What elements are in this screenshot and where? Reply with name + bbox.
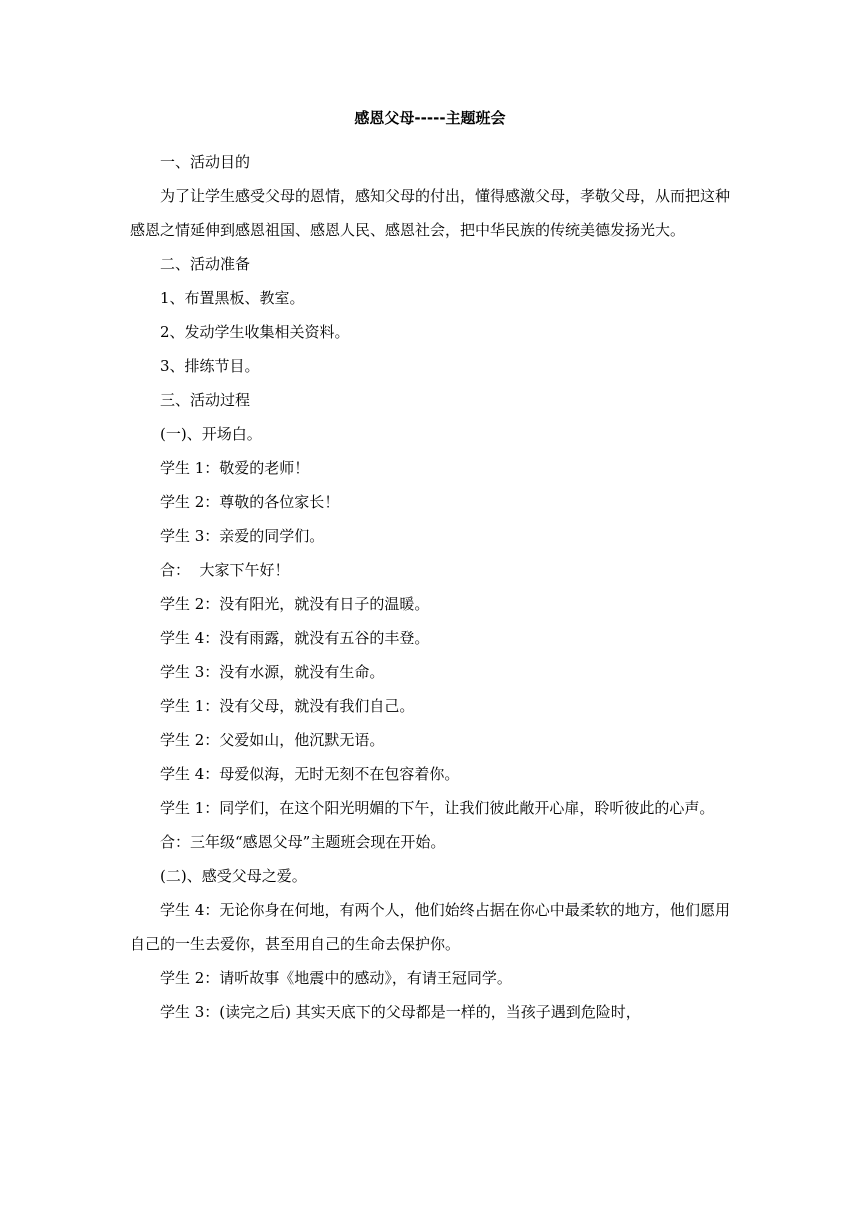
dialogue-line: 学生 2：父爱如山，他沉默无语。 — [160, 731, 385, 749]
dialogue-line: 学生 1：没有父母，就没有我们自己。 — [160, 697, 415, 715]
section-heading-preparation: 二、活动准备 — [160, 255, 251, 273]
document-body — [130, 145, 730, 1029]
dialogue-line: 学生 3：没有水源，就没有生命。 — [160, 663, 385, 681]
dialogue-line: 学生 4：无论你身在何地，有两个人，他们始终占据在你心中最柔软的地方，他们愿用自己的一生去爱你，甚至用自己的生命去保护你。 — [130, 901, 730, 953]
document-title: 感恩父母-----主题班会 — [354, 109, 506, 127]
dialogue-line: 学生 4：没有雨露，就没有五谷的丰登。 — [160, 629, 430, 647]
dialogue-line: 学生 2：没有阳光，就没有日子的温暖。 — [160, 595, 430, 613]
dialogue-line: 学生 3：亲爱的同学们。 — [160, 527, 325, 545]
subsection-heading-opening: (一)、开场白。 — [160, 425, 262, 443]
list-item: 2、发动学生收集相关资料。 — [160, 323, 350, 341]
dialogue-line: 学生 4：母爱似海，无时无刻不在包容着你。 — [160, 765, 460, 783]
subsection-heading-love: (二)、感受父母之爱。 — [160, 867, 307, 885]
dialogue-line: 学生 3：(读完之后) 其实天底下的父母都是一样的，当孩子遇到危险时， — [160, 1003, 641, 1021]
paragraph-purpose: 为了让学生感受父母的恩情，感知父母的付出，懂得感激父母，孝敬父母，从而把这种感恩之情延伸到感恩祖国、感恩人民、感恩社会，把中华民族的传统美德发扬光大。 — [130, 187, 731, 239]
dialogue-line: 学生 1：敬爱的老师！ — [160, 459, 310, 477]
section-heading-process: 三、活动过程 — [160, 391, 251, 409]
list-item: 3、排练节目。 — [160, 357, 260, 375]
list-item: 1、布置黑板、教室。 — [160, 289, 305, 307]
dialogue-line: 学生 1：同学们，在这个阳光明媚的下午，让我们彼此敞开心扉，聆听彼此的心声。 — [160, 799, 715, 817]
dialogue-line: 合： 大家下午好！ — [160, 561, 290, 579]
section-heading-purpose: 一、活动目的 — [160, 153, 251, 171]
dialogue-line: 学生 2：尊敬的各位家长！ — [160, 493, 340, 511]
dialogue-line: 合：三年级“感恩父母”主题班会现在开始。 — [160, 833, 446, 851]
dialogue-line: 学生 2：请听故事《地震中的感动》，有请王冠同学。 — [160, 969, 512, 987]
